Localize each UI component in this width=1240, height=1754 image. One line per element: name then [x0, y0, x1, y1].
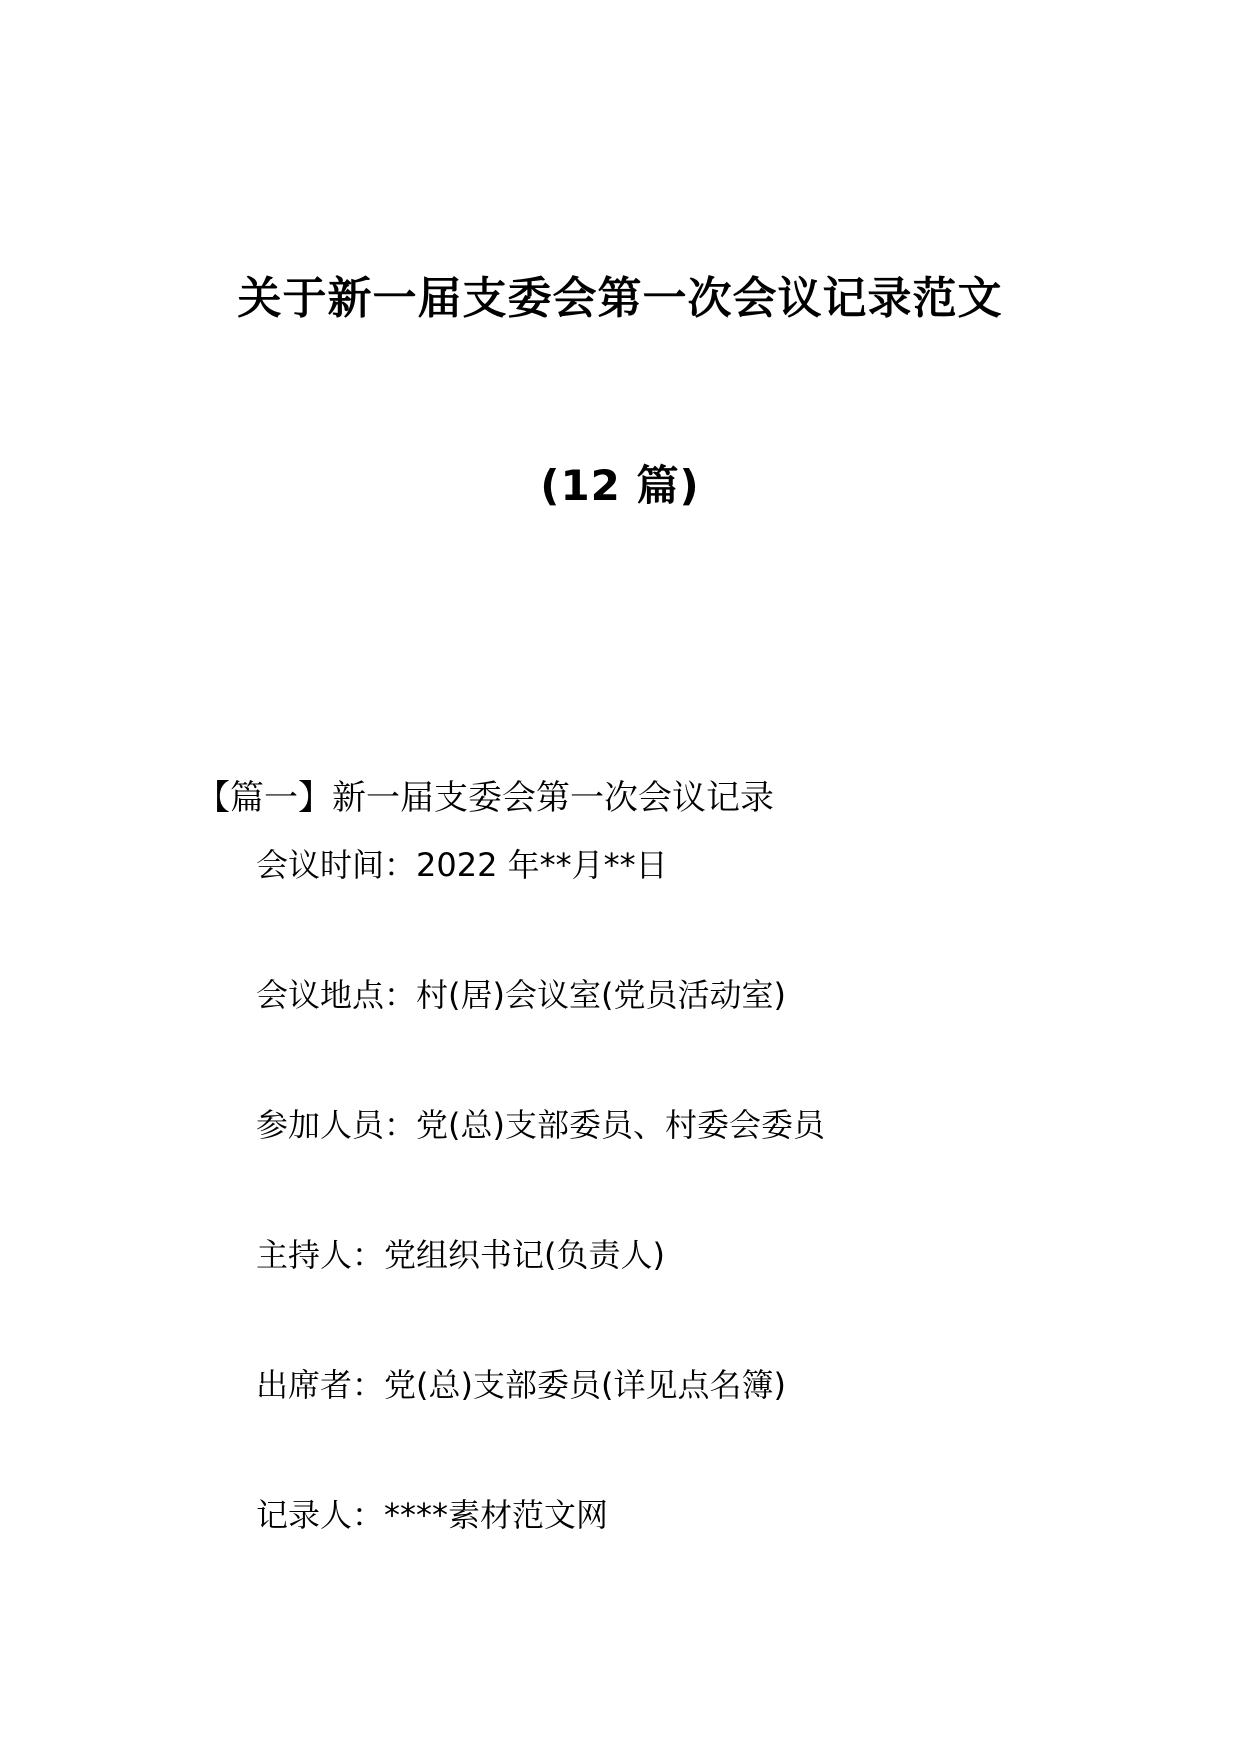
field-label: 出席者： — [256, 1366, 385, 1404]
meeting-location-line — [256, 976, 786, 1014]
attendees-line — [256, 1366, 786, 1404]
field-label: 记录人： — [256, 1496, 385, 1534]
field-value: ****素材范文网 — [384, 1496, 609, 1534]
document-subtitle: (12 篇) — [540, 461, 700, 510]
field-label: 参加人员： — [256, 1106, 417, 1144]
recorder-line — [256, 1496, 609, 1534]
field-value: 党(总)支部委员、村委会委员 — [416, 1106, 825, 1144]
field-label: 会议时间： — [256, 846, 417, 884]
participants-line — [256, 1106, 825, 1144]
field-label: 会议地点： — [256, 976, 417, 1014]
field-value: 2022 年**月**日 — [416, 846, 668, 884]
field-value: 党(总)支部委员(详见点名簿) — [384, 1366, 786, 1404]
field-label: 主持人： — [256, 1236, 385, 1274]
field-value: 村(居)会议室(党员活动室) — [416, 976, 786, 1014]
host-line — [256, 1236, 665, 1274]
meeting-time-line — [256, 846, 668, 884]
document-title: 关于新一届支委会第一次会议记录范文 — [237, 273, 1003, 324]
section-heading: 【篇一】新一届支委会第一次会议记录 — [196, 778, 774, 818]
field-value: 党组织书记(负责人) — [384, 1236, 665, 1274]
